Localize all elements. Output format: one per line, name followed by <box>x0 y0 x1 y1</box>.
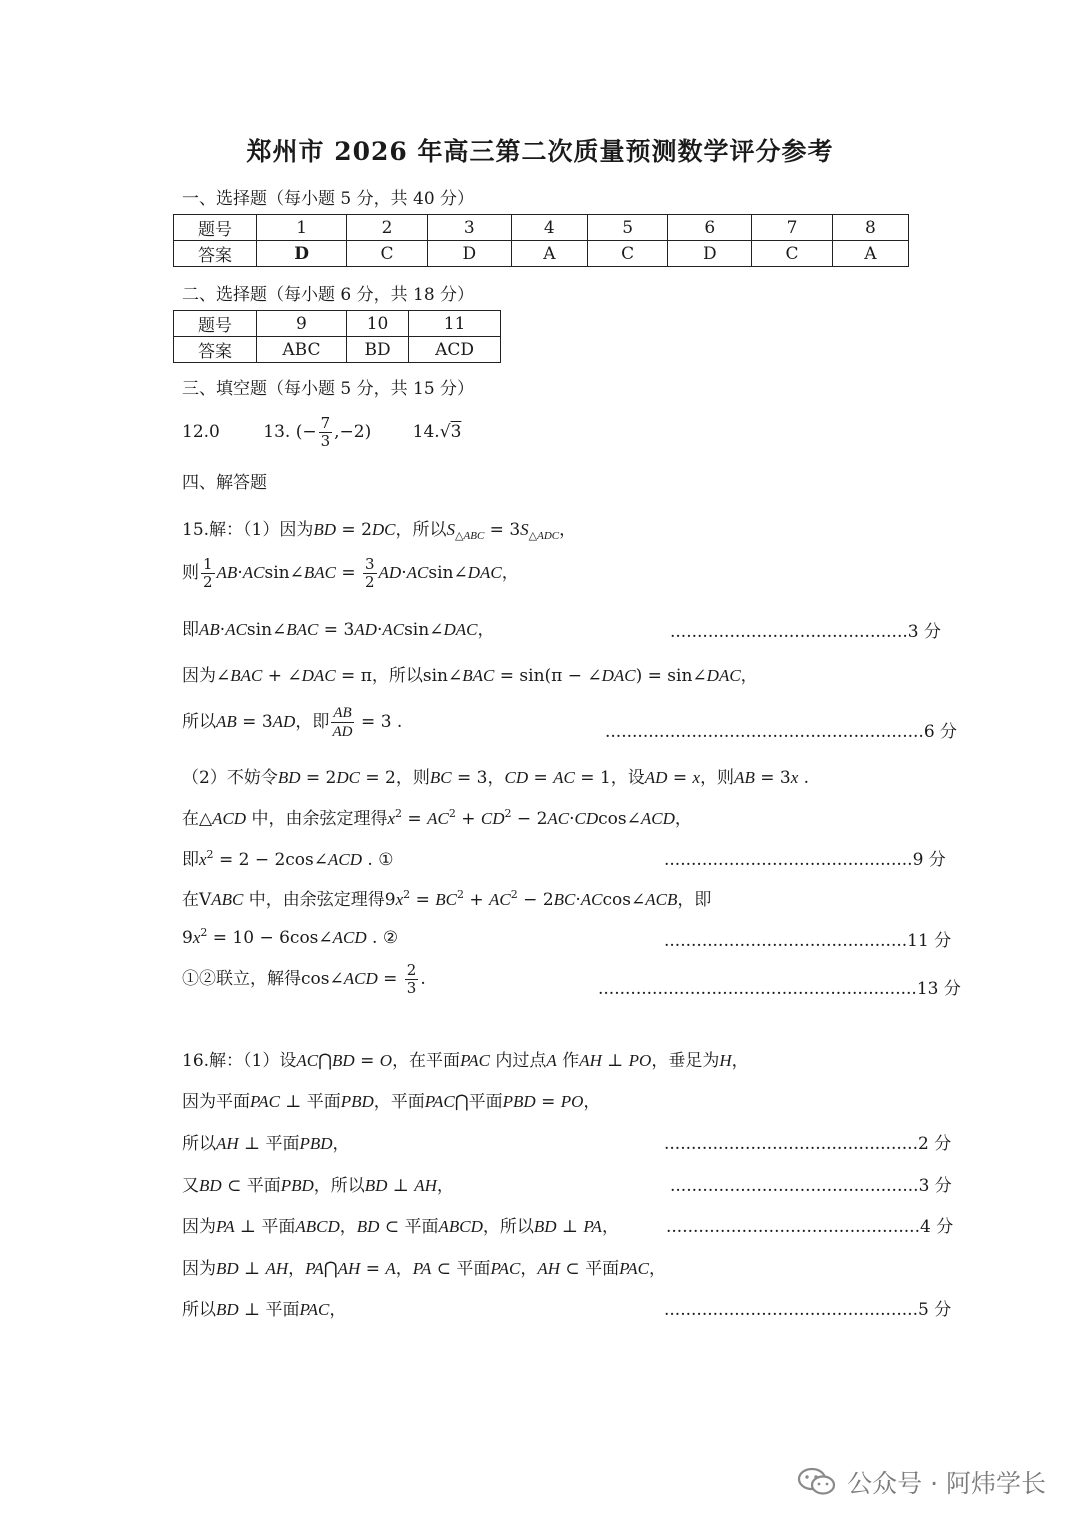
table-cell: 8 <box>832 215 908 241</box>
score-11: 11 分 <box>907 931 952 951</box>
score-5: 5 分 <box>917 1300 952 1320</box>
score-line: ...........................................................13 分 <box>598 979 961 999</box>
score-6: 6 分 <box>923 722 958 742</box>
score-2: 2 分 <box>917 1134 952 1154</box>
table-cell: 7 <box>752 215 832 241</box>
p15-line9: 在VABC 中，由余弦定理得$9x^2 = BC^2 + AC^2$ − 2BC·ACcos∠ACB，即 <box>182 888 712 910</box>
section2-heading: 二、选择题（每小题 6 分，共 18 分） <box>182 285 475 305</box>
section1-heading: 一、选择题（每小题 5 分，共 40 分） <box>182 189 475 209</box>
p15-line1: 15.解：（1）因为BD = 2DC，所以$S_{\triangle ABC} = 3S_{\triangle ADC}$， <box>182 520 577 542</box>
watermark <box>797 1464 1046 1500</box>
p16-line4: 又BD ⊂ 平面PBD，所以BD ⊥ AH， <box>182 1176 454 1196</box>
wechat-icon <box>797 1467 837 1497</box>
p15-line10: $9x^2 = 10$ − 6cos∠ACD . ② <box>182 926 399 948</box>
table-cell: 题号 <box>174 215 257 241</box>
p15-line7: 在△ACD 中，由余弦定理得$x^2 = AC^2 + CD^2$ − 2AC·CDcos∠ACD， <box>182 807 692 829</box>
section1-answer-table <box>173 214 909 267</box>
answer-13-label: 13. <box>263 422 291 442</box>
p16-line5: 因为PA ⊥ 平面ABCD，BD ⊂ 平面ABCD，所以BD ⊥ PA， <box>182 1217 619 1237</box>
table-cell: C <box>752 241 832 267</box>
table-cell: 11 <box>409 311 501 337</box>
answer-13: (− $\frac{7}{3}$ ,−2) <box>295 414 372 450</box>
p16-line7: 所以BD ⊥ 平面PAC， <box>182 1300 347 1320</box>
score-line: ............................................3 分 <box>670 622 942 642</box>
score-line: ...............................................4 分 <box>666 1217 954 1237</box>
score-3: 3 分 <box>907 622 942 642</box>
p16-line6: 因为BD ⊥ AH，PA⋂AH = A，PA ⊂ 平面PAC，AH ⊂ 平面PAC， <box>182 1259 667 1279</box>
table-cell: D <box>668 241 752 267</box>
score-line: ...............................................2 分 <box>664 1134 952 1154</box>
score-9: 9 分 <box>912 850 946 870</box>
table-row <box>174 337 501 363</box>
watermark-text: 公众号 · 阿炜学长 <box>847 1469 1046 1498</box>
score-13: 13 分 <box>916 979 961 999</box>
p15-line2: 则 $\frac{1}{2}$ AB·ACsin∠BAC = $\frac{3}{2}$ AD·ACsin∠DAC， <box>182 555 519 591</box>
table-cell: 1 <box>257 215 347 241</box>
p16-line1: 16.解：（1）设AC⋂BD = O，在平面PAC 内过点A 作AH ⊥ PO，垂足为H， <box>182 1051 749 1071</box>
table-cell: A <box>832 241 908 267</box>
table-cell: ABC <box>257 337 347 363</box>
p15-line5: 所以AB = 3AD，即 $\frac{AB}{AD}$ = 3 . <box>182 705 403 740</box>
answer-14-label: 14. <box>412 422 440 442</box>
score-3b: 3 分 <box>918 1176 952 1196</box>
score-line: ...........................................................6 分 <box>605 722 958 742</box>
p15-line6: （2）不妨令BD = 2DC = 2，则BC = 3，CD = AC = 1，设AD = x，则AB = 3x . <box>182 768 810 788</box>
p15-line8: 即$x^2 = 2$ − 2cos∠ACD . ① <box>182 848 394 870</box>
table-cell: 4 <box>511 215 587 241</box>
score-4: 4 分 <box>919 1217 954 1237</box>
table-cell: 3 <box>427 215 511 241</box>
p16-line2: 因为平面PAC ⊥ 平面PBD，平面PAC⋂平面PBD = PO， <box>182 1092 601 1112</box>
score-line: ..............................................9 分 <box>664 850 946 870</box>
p15-line4: 因为∠BAC + ∠DAC = π，所以sin∠BAC = sin(π − ∠DAC) = sin∠DAC， <box>182 666 758 686</box>
table-cell: 2 <box>347 215 427 241</box>
table-row <box>174 311 501 337</box>
p16-line3: 所以AH ⊥ 平面PBD， <box>182 1134 350 1154</box>
section2-answer-table <box>173 310 501 363</box>
page-title: 郑州市 2026 年高三第二次质量预测数学评分参考 <box>246 137 834 166</box>
table-cell: C <box>587 241 667 267</box>
table-cell: 10 <box>346 311 408 337</box>
table-cell: D <box>257 241 347 267</box>
table-row <box>174 241 909 267</box>
section3-heading: 三、填空题（每小题 5 分，共 15 分） <box>182 379 475 399</box>
table-cell: 答案 <box>174 337 257 363</box>
table-cell: 5 <box>587 215 667 241</box>
table-cell: 答案 <box>174 241 257 267</box>
table-cell: C <box>347 241 427 267</box>
table-cell: ACD <box>409 337 501 363</box>
fill-blank-answers <box>182 412 461 452</box>
table-cell: A <box>511 241 587 267</box>
table-cell: 题号 <box>174 311 257 337</box>
table-row <box>174 215 909 241</box>
table-cell: D <box>427 241 511 267</box>
section4-heading: 四、解答题 <box>182 473 267 493</box>
p15-line11: ①②联立，解得cos∠ACD = $\frac{2}{3}$ . <box>182 961 426 997</box>
table-cell: 9 <box>257 311 347 337</box>
p15-line3: 即AB·ACsin∠BAC = 3AD·ACsin∠DAC， <box>182 620 495 640</box>
table-cell: 6 <box>668 215 752 241</box>
table-cell: BD <box>346 337 408 363</box>
score-line: ..............................................3 分 <box>670 1176 952 1196</box>
answer-14: √3 <box>439 422 462 442</box>
score-line: ...............................................5 分 <box>664 1300 952 1320</box>
score-line: .............................................11 分 <box>664 931 952 951</box>
answer-12: 12.0 <box>182 422 220 442</box>
